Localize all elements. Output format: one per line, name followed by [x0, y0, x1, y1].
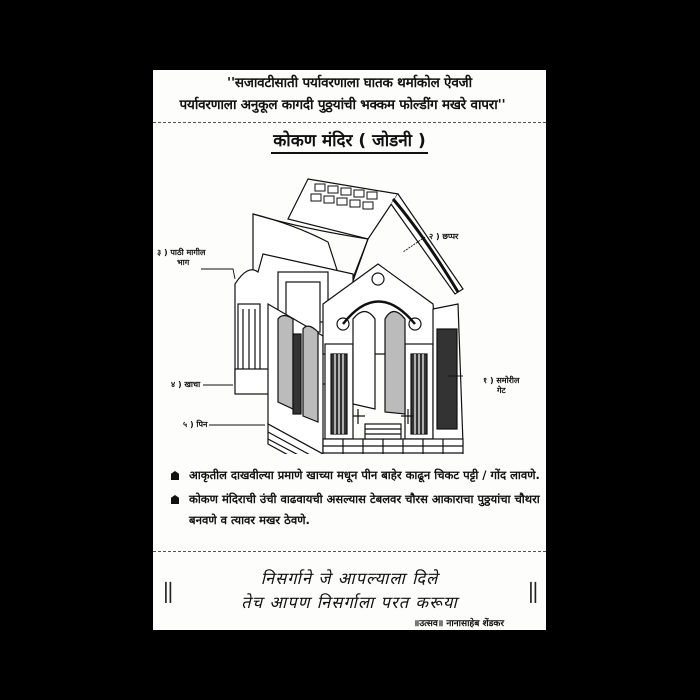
- slogan: [153, 72, 546, 116]
- bullet-icon: [171, 495, 179, 504]
- label-roof: २ ) छप्पर: [429, 232, 459, 241]
- label-front-gate: १ ) समोरील गेट: [483, 376, 520, 395]
- label-pin: ५ ) पिन: [183, 420, 208, 429]
- double-bar-right-icon: ॥: [525, 572, 538, 612]
- front-gate: [323, 264, 463, 454]
- quote-box: [153, 562, 546, 630]
- double-bar-left-icon: ॥: [161, 572, 174, 612]
- label-slot: ४ ) खाचा: [171, 380, 201, 389]
- quote-line-1: निसर्गाने जे आपल्याला दिले: [260, 569, 439, 588]
- instructions: [171, 465, 541, 534]
- signature: ॥उत्सव॥ नानासाहेब शेंडकर: [413, 619, 504, 629]
- slogan-line-1: ''सजावटीसाती पर्यावरणाला घातक थर्माकोल ऐवजी: [227, 75, 472, 91]
- leaflet-page: [153, 70, 546, 630]
- instruction-item: कोकण मंदिराची उंची वाढवायची असल्यास टेबलवर चौरस आकाराचा पुठ्ठयांचा चौथरा बनवणे व त्यावर मखर ठेवणे.: [171, 489, 541, 531]
- divider-top: [153, 122, 546, 123]
- instruction-item: आकृतील दाखवील्या प्रमाणे खाच्या मधून पीन बाहेर काढून चिकट पट्टी / गोंद लावणे.: [171, 465, 541, 486]
- bullet-icon: [171, 471, 179, 480]
- label-back-part: ३ ) पाठी मागील भाग: [157, 248, 206, 267]
- page-title: कोकण मंदिर ( जोडनी ): [153, 128, 546, 151]
- divider-bottom: [153, 551, 546, 552]
- temple-diagram: [153, 154, 546, 454]
- temple-illustration: [153, 154, 546, 454]
- quote-line-2: तेच आपण निसर्गाला परत करूया: [241, 593, 458, 612]
- slogan-line-2: पर्यावरणाला अनुकूल कागदी पुठ्ठयांची भक्कम फोल्डींग मखरे वापरा'': [179, 97, 506, 113]
